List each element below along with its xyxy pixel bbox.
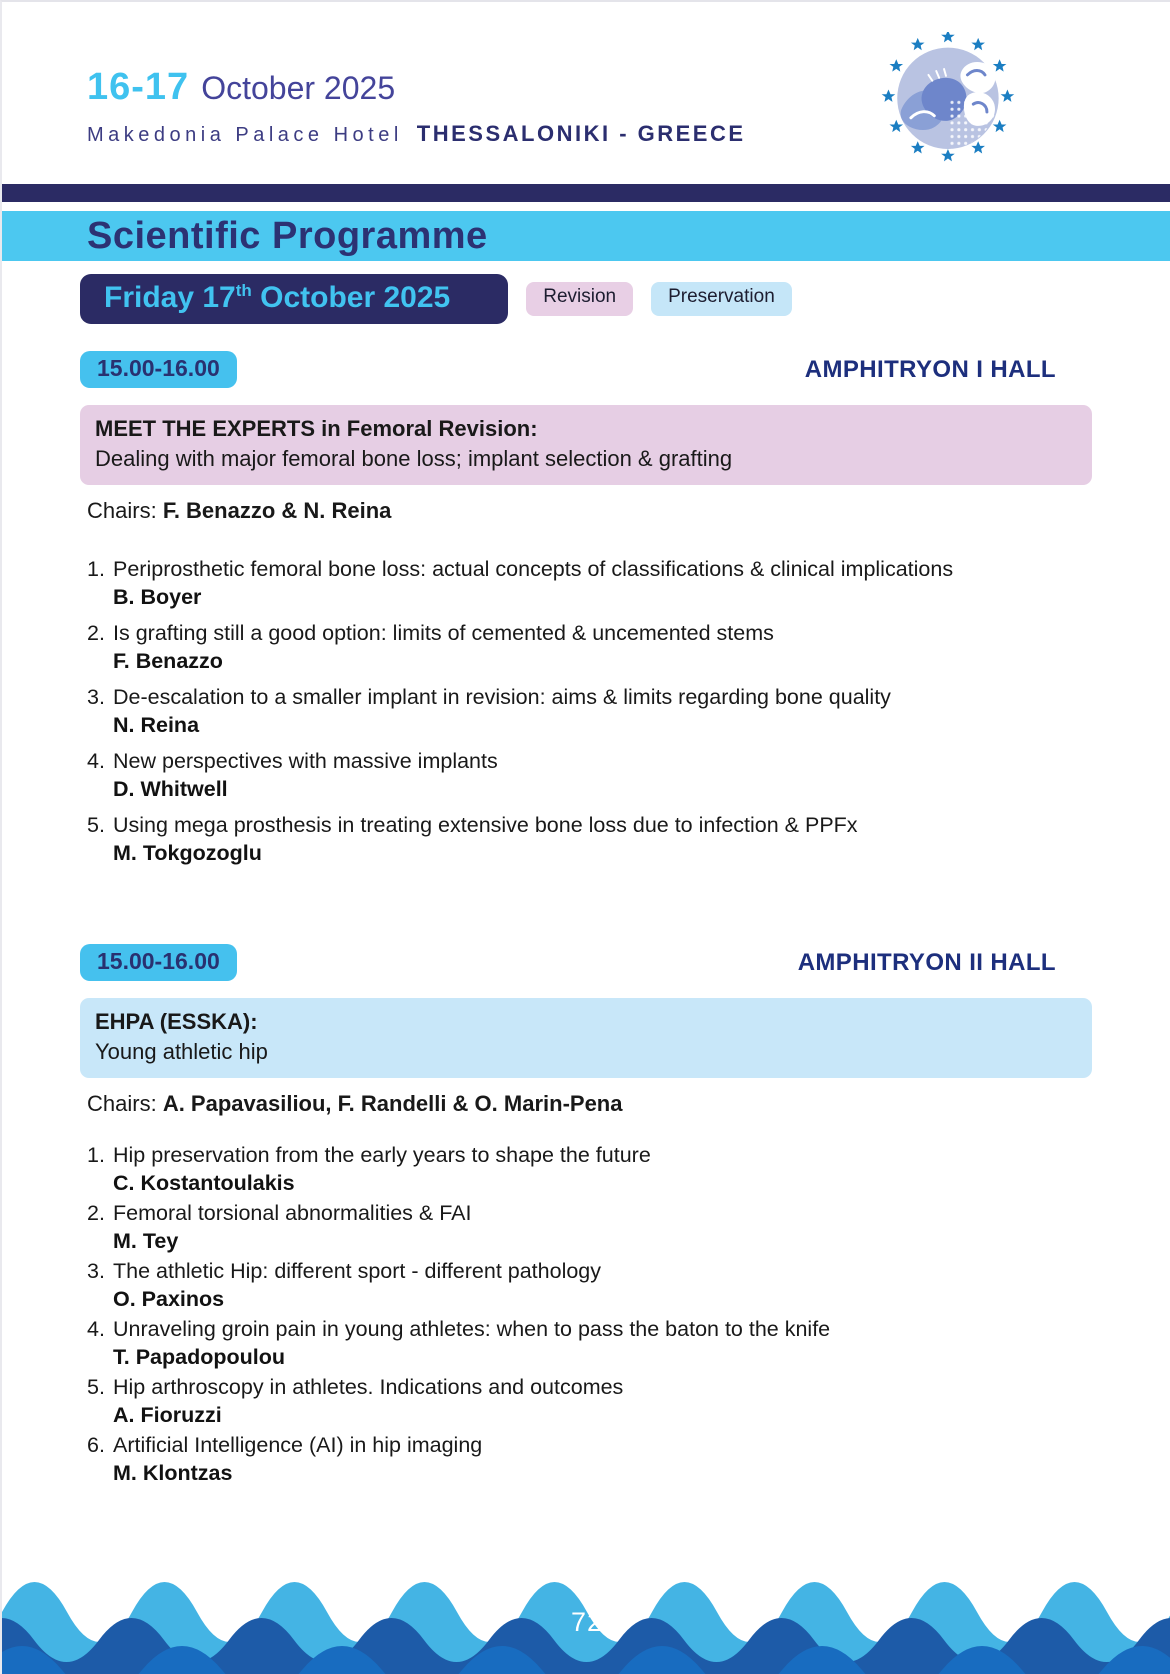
divider-gap: [2, 202, 1170, 211]
talk-number: 2.: [87, 1201, 105, 1226]
session-banner: [80, 405, 1092, 485]
navy-divider-bar: [2, 184, 1170, 202]
congress-logo: [868, 32, 1024, 168]
programme-content: [2, 261, 1170, 1488]
talk-speaker: O. Paxinos: [113, 1287, 225, 1312]
session-time-badge: 15.00-16.00: [80, 351, 237, 388]
date-month-year: October 2025: [201, 70, 396, 106]
day-banner[interactable]: [80, 274, 508, 324]
session-banner: [80, 998, 1092, 1078]
talk-number: 3.: [87, 1259, 105, 1284]
hip-congress-logo-icon: [868, 32, 1024, 165]
day-text: Friday 17: [104, 281, 236, 314]
session-header: [80, 944, 1092, 981]
talk-number: 5.: [87, 813, 105, 838]
talk-speaker: A. Fioruzzi: [113, 1403, 222, 1428]
talk-number: 4.: [87, 1317, 105, 1342]
date-range: 16-17: [87, 66, 190, 108]
talk-item: [87, 555, 1092, 612]
talk-number: 1.: [87, 1143, 105, 1168]
legend-chip-revision[interactable]: Revision: [526, 282, 633, 316]
talk-speaker: M. Tey: [113, 1229, 179, 1254]
hip-joint-illustration: [897, 48, 998, 149]
talk-title: Hip arthroscopy in athletes. Indications and outcomes: [113, 1375, 624, 1400]
talk-number: 3.: [87, 685, 105, 710]
session-ehpa-esska: [80, 944, 1092, 1488]
session-banner-title: EHPA (ESSKA):: [95, 1009, 258, 1035]
talk-item: [87, 683, 1092, 740]
session-header: [80, 351, 1092, 388]
chairs-label: Chairs:: [87, 1091, 157, 1117]
page-number: 72: [570, 1607, 604, 1637]
session-chairs: [80, 498, 1092, 524]
session-banner-title: MEET THE EXPERTS in Femoral Revision:: [95, 416, 538, 442]
talk-item: [87, 619, 1092, 676]
talk-title: New perspectives with massive implants: [113, 749, 498, 774]
chairs-label: Chairs:: [87, 498, 157, 524]
page-header: [2, 2, 1170, 184]
talk-title: Unraveling groin pain in young athletes: when to pass the baton to the knife: [113, 1317, 831, 1342]
session-time-badge: 15.00-16.00: [80, 944, 237, 981]
talk-item: [87, 1315, 1092, 1372]
talk-title: The athletic Hip: different sport - different pathology: [113, 1259, 602, 1284]
talk-item: [87, 1373, 1092, 1430]
day-row: [80, 274, 1092, 324]
talk-item: [87, 1431, 1092, 1488]
talk-speaker: T. Papadopoulou: [113, 1345, 285, 1370]
talk-speaker: M. Klontzas: [113, 1461, 233, 1486]
talk-speaker: D. Whitwell: [113, 777, 228, 802]
session-banner-subtitle: Young athletic hip: [95, 1039, 268, 1065]
talk-speaker: N. Reina: [113, 713, 200, 738]
talk-number: 2.: [87, 621, 105, 646]
page-title: Scientific Programme: [87, 214, 488, 257]
session-banner-subtitle: Dealing with major femoral bone loss; implant selection & grafting: [95, 446, 733, 472]
city-name: THESSALONIKI - GREECE: [416, 121, 746, 146]
talk-speaker: B. Boyer: [113, 585, 202, 610]
talk-item: [87, 811, 1092, 868]
day-date-text: October 2025: [260, 281, 451, 314]
session-hall: AMPHITRYON II HALL: [797, 948, 1056, 976]
talk-item: [87, 1199, 1092, 1256]
chairs-names: A. Papavasiliou, F. Randelli & O. Marin-Pena: [162, 1091, 623, 1117]
session-chairs: [80, 1091, 1092, 1117]
footer-waves: [2, 1578, 1170, 1674]
talk-item: [87, 1257, 1092, 1314]
talk-speaker: F. Benazzo: [113, 649, 223, 674]
day-ordinal: th: [235, 281, 252, 300]
talk-item: [87, 747, 1092, 804]
talk-speaker: M. Tokgozoglu: [113, 841, 262, 866]
talk-number: 5.: [87, 1375, 105, 1400]
talk-title: Periprosthetic femoral bone loss: actual concepts of classifications & clinical implications: [113, 557, 954, 582]
chairs-names: F. Benazzo & N. Reina: [162, 498, 392, 524]
talk-speaker: C. Kostantoulakis: [113, 1171, 295, 1196]
session-femoral-revision: [80, 351, 1092, 868]
legend-chip-preservation[interactable]: Preservation: [651, 282, 792, 316]
talk-title: Is grafting still a good option: limits of cemented & uncemented stems: [113, 621, 774, 646]
talk-number: 6.: [87, 1433, 105, 1458]
talk-number: 4.: [87, 749, 105, 774]
session-hall: AMPHITRYON I HALL: [804, 355, 1056, 383]
talk-title: De-escalation to a smaller implant in revision: aims & limits regarding bone quality: [113, 685, 891, 710]
section-title-bar: [2, 211, 1170, 261]
talk-item: [87, 1141, 1092, 1198]
talk-title: Artificial Intelligence (AI) in hip imaging: [113, 1433, 483, 1458]
talks-list: [80, 555, 1092, 868]
talk-title: Using mega prosthesis in treating extensive bone loss due to infection & PPFx: [113, 813, 858, 838]
talks-list: [80, 1141, 1092, 1488]
venue-name: Makedonia Palace Hotel: [87, 124, 403, 146]
talk-title: Hip preservation from the early years to shape the future: [113, 1143, 651, 1168]
talk-title: Femoral torsional abnormalities & FAI: [113, 1201, 472, 1226]
talk-number: 1.: [87, 557, 105, 582]
